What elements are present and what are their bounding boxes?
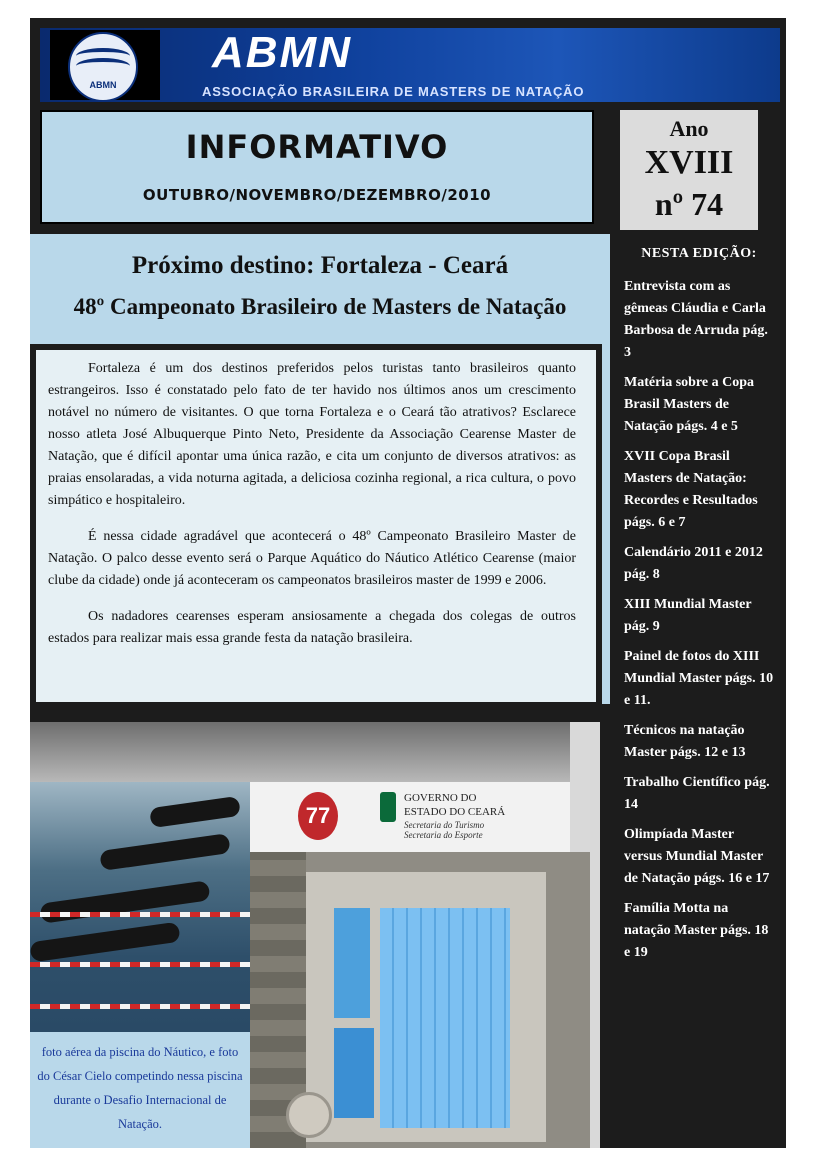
sponsor-text: GOVERNO DO — [404, 792, 477, 804]
issue-number-box — [620, 110, 758, 230]
photo-caption-box — [30, 1032, 250, 1148]
contents-item: Entrevista com as gêmeas Cláudia e Carla Barbosa de Arruda pág. 3 — [624, 279, 768, 360]
contents-item: Matéria sobre a Copa Brasil Masters de Natação págs. 4 e 5 — [624, 375, 754, 434]
sponsor-text: ESTADO DO CEARÁ — [404, 806, 506, 818]
article-box — [30, 344, 602, 708]
sponsor-77-logo: 77 — [298, 792, 338, 840]
contents-item: Técnicos na natação Master págs. 12 e 13 — [624, 723, 746, 760]
contents-sidebar — [624, 246, 774, 972]
swimmers-photo — [30, 782, 250, 1032]
aerial-pool-photo — [250, 852, 590, 1148]
contents-item: Olimpíada Master versus Mundial Master de Natação págs. 16 e 17 — [624, 827, 770, 886]
sponsor-board — [250, 782, 570, 855]
sponsor-text: Secretaria do Turismo — [404, 820, 485, 830]
contents-item: Família Motta na natação Master págs. 18 e 19 — [624, 901, 769, 960]
swimmer-figure — [39, 880, 210, 923]
informativo-title: INFORMATIVO — [185, 128, 449, 166]
brand-subtitle: ASSOCIAÇÃO BRASILEIRA DE MASTERS DE NATAÇÃO — [202, 84, 585, 99]
aerial-diving-pool — [334, 1028, 374, 1118]
contents-item: Painel de fotos do XIII Mundial Master págs. 10 e 11. — [624, 649, 774, 708]
swimmer-figure — [99, 833, 231, 871]
article-paragraph: Os nadadores cearenses esperam ansiosamente a chegada dos colegas de outros estados para realizar mais essa grande festa da natação brasileira. — [48, 609, 576, 646]
ano-label: Ano — [669, 116, 709, 141]
lane-rope — [30, 1004, 250, 1009]
aerial-small-pool — [334, 908, 370, 1018]
article-paragraph: Fortaleza é um dos destinos preferidos pelos turistas tanto brasileiros quanto estrangeiros. Isso é constatado pelo fato de ter havido nos últimos anos um crescimento notável no número de visitantes. O que torna Fortaleza e o Ceará tão atrativos? Esclarece nosso atleta José Albuquerque Pinto Neto, Presidente da Associação Cearense Master de Natação, que é difícil apontar uma única razão, e cita um conjunto de diversos atrativos: as praias ensolaradas, a vida noturna agitada, a deliciosa cozinha regional, a rica cultura, o povo simpático e hospitaleiro. — [48, 361, 576, 508]
photo-collage — [30, 722, 600, 1148]
lane-rope — [30, 912, 250, 917]
logo-wave-icon — [76, 58, 130, 74]
issue-number: nº 74 — [654, 186, 724, 222]
aerial-main-pool — [380, 908, 510, 1128]
informativo-box — [40, 110, 594, 224]
destination-headline: Próximo destino: Fortaleza - Ceará — [131, 252, 509, 279]
article-paragraph: É nessa cidade agradável que acontecerá o 48º Campeonato Brasileiro Master de Natação. O palco desse evento será o Parque Aquático do Náutico Atlético Cearense (maior clube da cidade) onde já aconteceram os campeonatos brasileiros master de 1999 e 2006. — [48, 529, 576, 588]
swimmer-figure — [30, 922, 181, 963]
ano-number: XVIII — [644, 144, 734, 181]
stands-photo — [30, 722, 570, 782]
photo-caption: foto aérea da piscina do Náutico, e foto do César Cielo competindo nessa piscina durante o Desafio Internacional de Natação. — [37, 1045, 243, 1131]
newsletter-page — [30, 18, 786, 1148]
contents-item: XIII Mundial Master pág. 9 — [624, 597, 752, 634]
header-banner — [40, 28, 780, 102]
contents-item: Calendário 2011 e 2012 pág. 8 — [624, 545, 763, 582]
issue-period: OUTUBRO/NOVEMBRO/DEZEMBRO/2010 — [142, 186, 492, 204]
logo-box — [50, 30, 160, 100]
aerial-round-pool — [286, 1092, 332, 1138]
logo-text: ABMN — [89, 80, 117, 90]
main-feature — [30, 234, 610, 704]
government-crest-icon — [380, 792, 396, 822]
event-headline: 48º Campeonato Brasileiro de Masters de Natação — [73, 294, 567, 319]
brand-name: ABMN — [212, 28, 352, 77]
contents-item: Trabalho Científico pág. 14 — [624, 775, 770, 812]
contents-heading: NESTA EDIÇÃO: — [641, 246, 757, 261]
contents-item: XVII Copa Brasil Masters de Natação: Recordes e Resultados págs. 6 e 7 — [624, 449, 758, 530]
lane-rope — [30, 962, 250, 967]
sponsor-text: Secretaria do Esporte — [404, 830, 483, 840]
abmn-logo — [68, 32, 138, 102]
swimmer-figure — [149, 796, 241, 828]
article-body — [40, 358, 584, 664]
